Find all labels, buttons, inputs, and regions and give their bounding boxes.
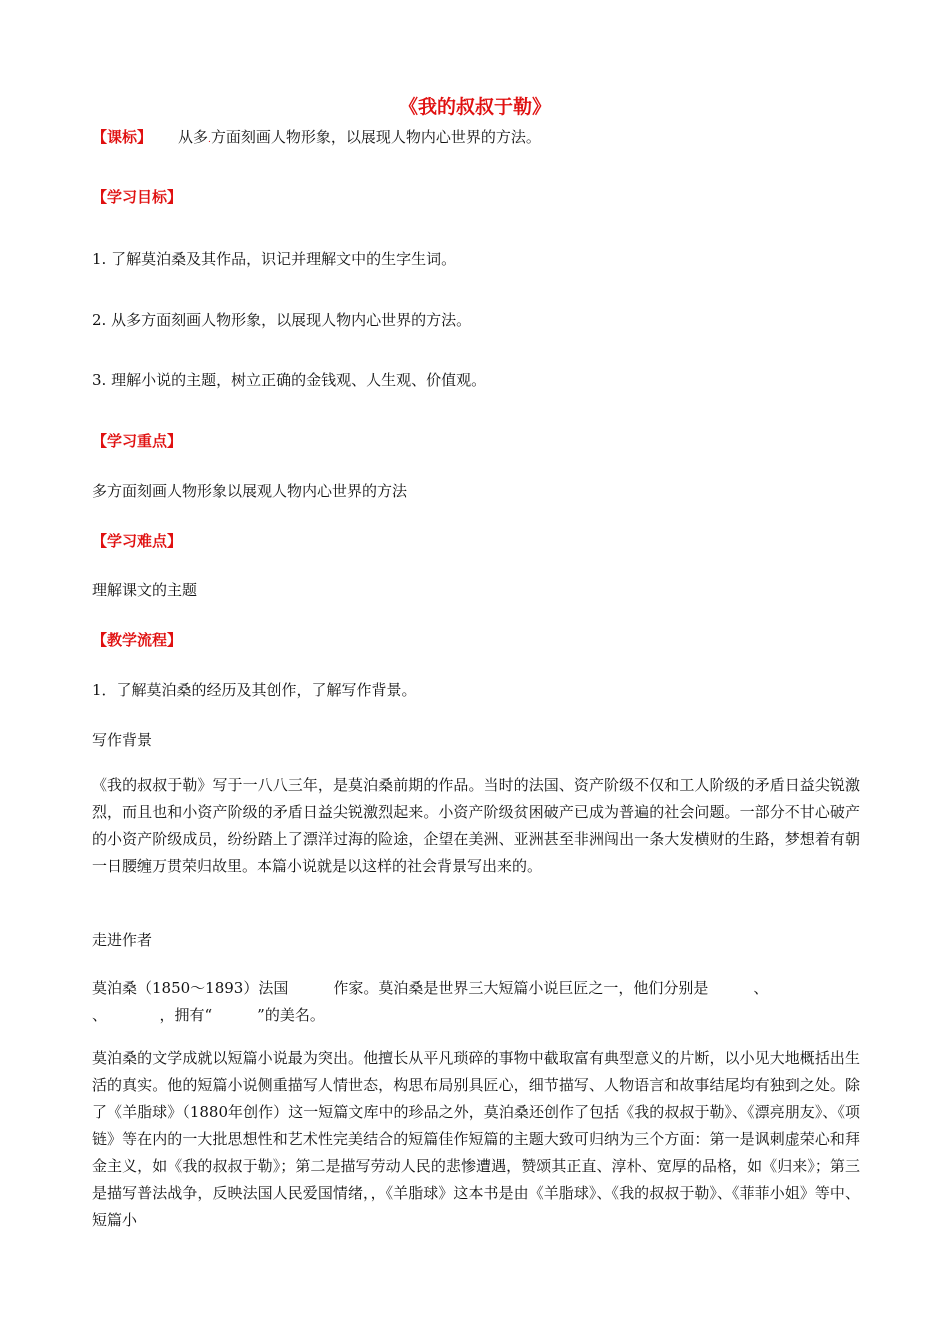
author-line-1: 莫泊桑（1850～1893）法国 作家。莫泊桑是世界三大短篇小说巨匠之一，他们分别是 、 bbox=[92, 979, 769, 997]
goals-heading: 【学习目标】 bbox=[92, 188, 183, 206]
difficulty-heading: 【学习难点】 bbox=[92, 532, 183, 550]
goal-item: 2. 从多方面刻画人物形象，以展现人物内心世界的方法。 bbox=[92, 311, 472, 329]
curriculum-text-a: 从多 bbox=[178, 128, 209, 146]
red-dot-mark: . bbox=[208, 135, 211, 145]
process-step-1: 1．了解莫泊桑的经历及其创作，了解写作背景。 bbox=[92, 681, 417, 699]
author-heading: 走进作者 bbox=[92, 931, 153, 949]
background-paragraph: 《我的叔叔于勒》写于一八八三年，是莫泊桑前期的作品。当时的法国、资产阶级不仅和工人阶级的矛盾日益尖锐激烈，而且也和小资产阶级的矛盾日益尖锐激烈起来。小资产阶级贫困破产已成为普遍的社会问题。一部分不甘心破产的小资产阶级成员，纷纷踏上了漂洋过海的险途，企望在美洲、亚洲甚至非洲闯出一条大发横财的生路，梦想着有朝一日腰缠万贯荣归故里。本篇小说就是以这样的社会背景写出来的。 bbox=[92, 776, 860, 875]
curriculum-standard bbox=[92, 128, 541, 149]
achievement-paragraph: 莫泊桑的文学成就以短篇小说最为突出。他擅长从平凡琐碎的事物中截取富有典型意义的片断，以小见大地概括出生活的真实。他的短篇小说侧重描写人情世态，构思布局别具匠心，细节描写、人物语言和故事结尾均有独到之处。除了《羊脂球》（1880年创作）这一短篇文库中的珍品之外，莫泊桑还创作了包括《我的叔叔于勒》、《漂亮朋友》、《项链》等在内的一大批思想性和艺术性完美结合的短篇佳作短篇的主题大致可归纳为三个方面：第一是讽刺虚荣心和拜金主义，如《我的叔叔于勒》；第二是描写劳动人民的悲惨遭遇，赞颂其正直、淳朴、宽厚的品格，如《归来》；第三是描写普法战争，反映法国人民爱国情绪，，《羊脂球》这本书是由《羊脂球》、《我的叔叔于勒》、《菲菲小姐》等中、短篇小 bbox=[92, 1049, 860, 1229]
process-heading: 【教学流程】 bbox=[92, 631, 183, 649]
curriculum-text-b: 方面刻画人物形象，以展现人物内心世界的方法。 bbox=[210, 128, 541, 146]
goal-item: 1. 了解莫泊桑及其作品，识记并理解文中的生字生词。 bbox=[92, 250, 457, 268]
document-title: 《我的叔叔于勒》 bbox=[398, 96, 551, 118]
goal-item: 3. 理解小说的主题，树立正确的金钱观、人生观、价值观。 bbox=[92, 371, 487, 389]
curriculum-label: 【课标】 bbox=[92, 128, 153, 146]
author-line-2: 、 ，拥有“ ”的美名。 bbox=[92, 1006, 325, 1024]
focus-text: 多方面刻画人物形象以展观人物内心世界的方法 bbox=[92, 482, 408, 500]
focus-heading: 【学习重点】 bbox=[92, 432, 183, 450]
difficulty-text: 理解课文的主题 bbox=[92, 581, 198, 599]
background-heading: 写作背景 bbox=[92, 731, 153, 749]
